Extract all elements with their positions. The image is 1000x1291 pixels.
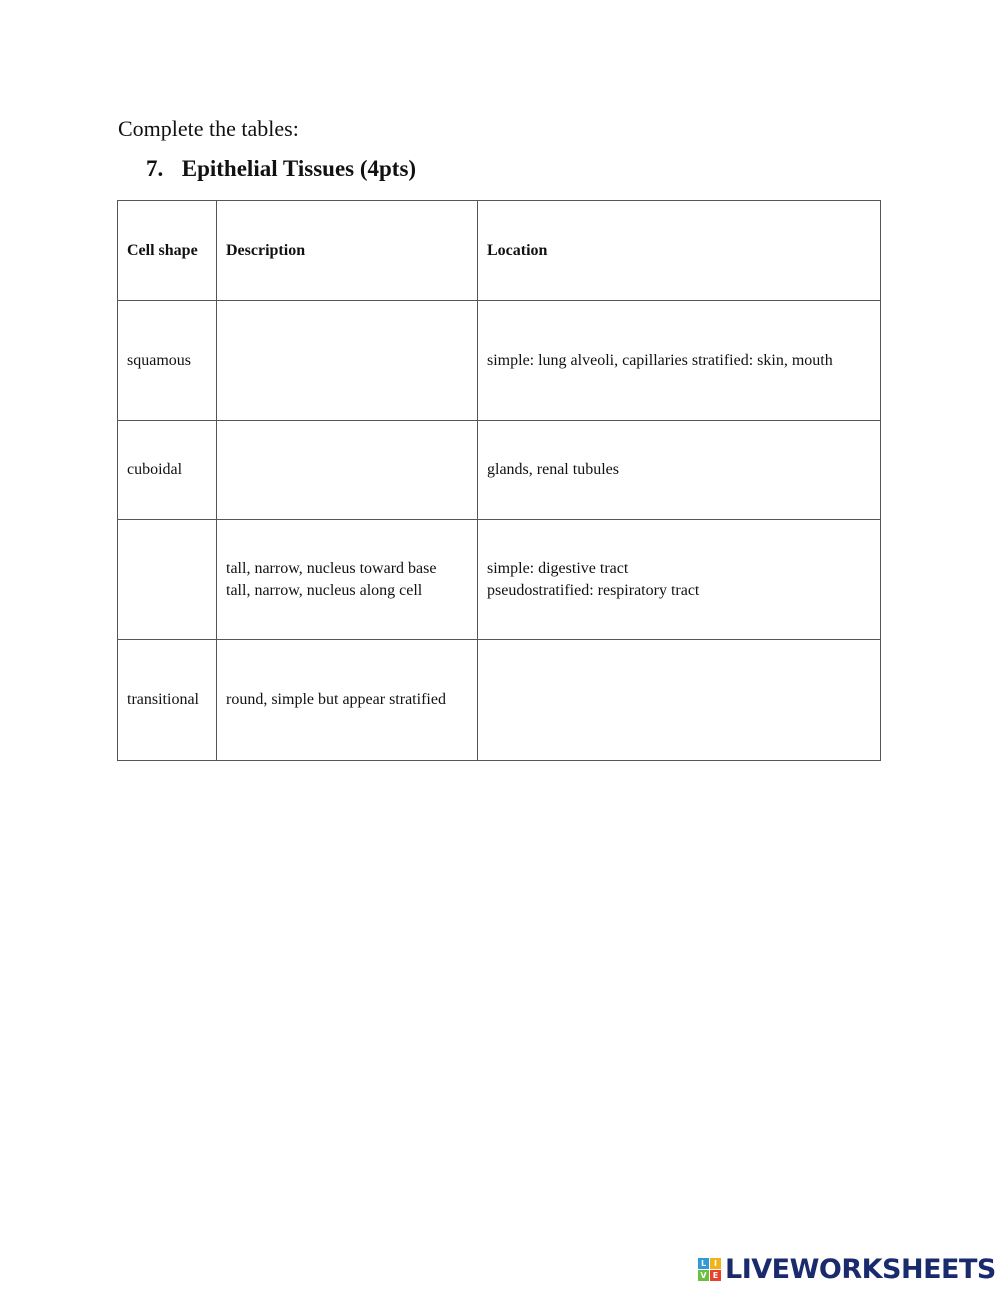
cell-location — [478, 301, 881, 421]
live-badge-icon — [698, 1258, 721, 1281]
description-line: tall, narrow, nucleus toward base — [226, 559, 437, 577]
location-line: simple: digestive tract — [487, 559, 629, 577]
description-line: round, simple but appear stratified — [226, 691, 446, 708]
header-location: Location — [478, 201, 881, 301]
liveworksheets-logo — [698, 1254, 996, 1284]
table-row — [118, 640, 881, 761]
table-row — [118, 421, 881, 520]
instructions-text: Complete the tables: — [118, 116, 299, 141]
cell-shape: squamous — [118, 301, 217, 421]
section-title: Epithelial Tissues (4pts) — [181, 156, 417, 181]
cell-location — [478, 520, 881, 640]
section-number: 7. — [146, 156, 164, 181]
cell-location — [478, 421, 881, 520]
cell-shape: cuboidal — [118, 421, 217, 520]
cell-location-blank[interactable] — [478, 640, 881, 761]
description-line: tall, narrow, nucleus along cell — [226, 581, 423, 599]
section-heading — [146, 156, 416, 182]
cell-description — [217, 520, 478, 640]
epithelial-tissues-table — [117, 200, 881, 761]
brand-name: LIVEWORKSHEETS — [725, 1253, 996, 1285]
table-row — [118, 301, 881, 421]
cell-description-blank[interactable] — [217, 421, 478, 520]
logo-letter: E — [710, 1270, 721, 1281]
table-header-row — [118, 201, 881, 301]
location-line: glands, renal tubules — [487, 461, 619, 478]
logo-letter: L — [698, 1258, 709, 1269]
cell-shape: transitional — [118, 640, 217, 761]
logo-letter: V — [698, 1270, 709, 1281]
table-row — [118, 520, 881, 640]
cell-description — [217, 640, 478, 761]
location-line: pseudostratified: respiratory tract — [487, 581, 700, 599]
cell-shape-blank[interactable] — [118, 520, 217, 640]
location-line: simple: lung alveoli, capillaries stratified: skin, mouth — [487, 351, 833, 369]
logo-letter: I — [710, 1258, 721, 1269]
header-cell-shape: Cell shape — [118, 201, 217, 301]
header-description: Description — [217, 201, 478, 301]
cell-description-blank[interactable] — [217, 301, 478, 421]
